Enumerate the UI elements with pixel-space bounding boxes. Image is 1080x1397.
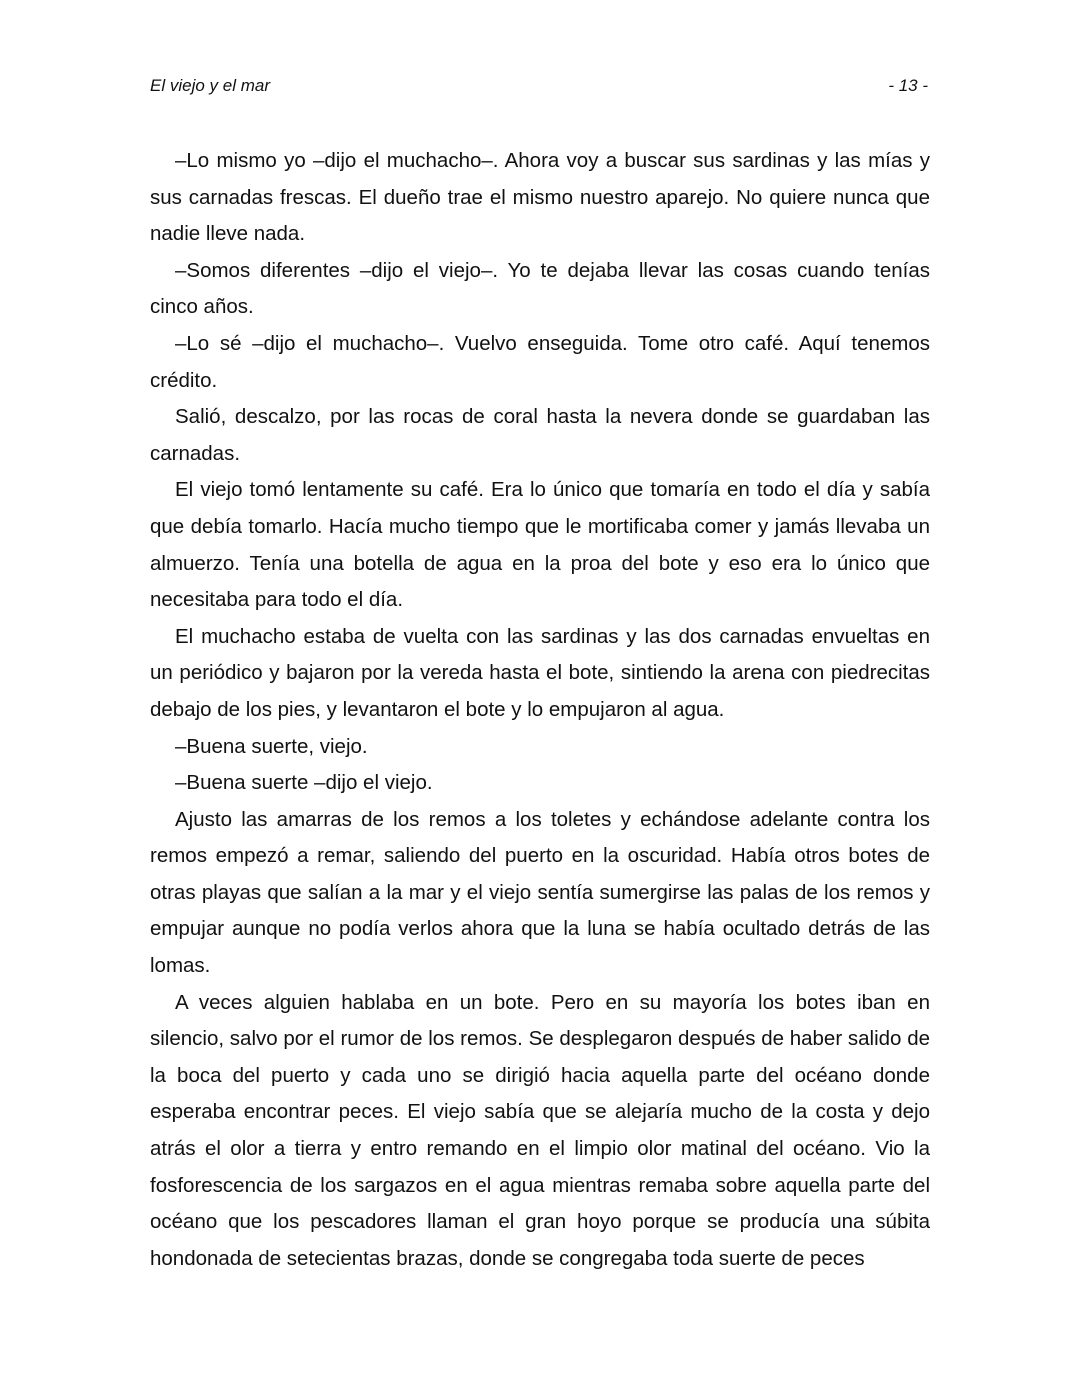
paragraph: –Somos diferentes –dijo el viejo–. Yo te dejaba llevar las cosas cuando tenías cinco años.: [150, 258, 930, 319]
paragraph: –Lo sé –dijo el muchacho–. Vuelvo enseguida. Tome otro café. Aquí tenemos crédito.: [150, 331, 930, 392]
book-title: El viejo y el mar: [150, 76, 270, 95]
paragraph: El viejo tomó lentamente su café. Era lo único que tomaría en todo el día y sabía que debía tomarlo. Hacía mucho tiempo que le mortificaba comer y jamás llevaba un almuerzo. Tenía una botella de agua en la proa del bote y eso era lo único que necesitaba para todo el día.: [150, 478, 930, 612]
page-number: - 13 -: [888, 76, 928, 95]
paragraph: Ajusto las amarras de los remos a los toletes y echándose adelante contra los remos empezó a remar, saliendo del puerto en la oscuridad. Había otros botes de otras playas que salían a la mar y el viejo sentía sumergirse las palas de los remos y empujar aunque no podía verlos ahora que la luna se había ocultado detrás de las lomas.: [150, 807, 930, 978]
paragraph: –Buena suerte, viejo.: [175, 734, 368, 758]
page-header: [150, 76, 930, 98]
paragraph: –Lo mismo yo –dijo el muchacho–. Ahora voy a buscar sus sardinas y las mías y sus carnadas frescas. El dueño trae el mismo nuestro aparejo. No quiere nunca que nadie lleve nada.: [150, 149, 930, 246]
paragraph: Salió, descalzo, por las rocas de coral hasta la nevera donde se guardaban las carnadas.: [150, 405, 930, 465]
body-text: [150, 143, 930, 1277]
paragraph: A veces alguien hablaba en un bote. Pero en su mayoría los botes iban en silencio, salvo por el rumor de los remos. Se desplegaron después de haber salido de la boca del puerto y cada uno se dirigió hacia aquella parte del océano donde esperaba encontrar peces. El viejo sabía que se alejaría mucho de la costa y dejo atrás el olor a tierra y entro remando en el limpio olor matinal del océano. Vio la fosforescencia de los sargazos en el agua mientras remaba sobre aquella parte del océano que los pescadores llaman el gran hoyo porque se producía una súbita hondonada de setecientas brazas, donde se congregaba toda suerte de peces: [150, 990, 930, 1270]
paragraph: El muchacho estaba de vuelta con las sardinas y las dos carnadas envueltas en un periódico y bajaron por la vereda hasta el bote, sintiendo la arena con piedrecitas debajo de los pies, y levantaron el bote y lo empujaron al agua.: [150, 624, 930, 721]
paragraph: –Buena suerte –dijo el viejo.: [175, 771, 433, 795]
